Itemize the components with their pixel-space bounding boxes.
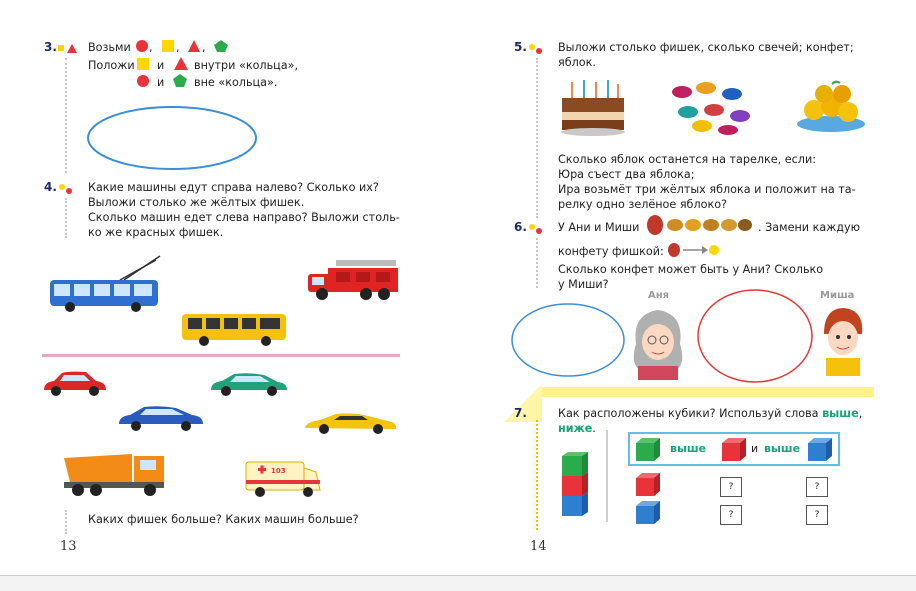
task-5-question: Ира возьмёт три жёлтых яблока и положит на та-	[558, 183, 856, 196]
page-number: 13	[60, 539, 77, 554]
task-5-line2: яблок.	[558, 56, 596, 69]
box-word-higher-1: выше	[670, 442, 707, 455]
anya-image	[628, 304, 688, 380]
task-marker-icon	[58, 43, 78, 55]
yellow-bus-image	[180, 312, 290, 348]
task-6-line2: конфету фишкой:	[558, 245, 664, 258]
dotted-guide	[65, 198, 67, 238]
task-6-number: 6.	[514, 220, 527, 234]
dump-truck-image	[60, 448, 170, 500]
task-3-line2b: и	[157, 59, 165, 72]
task-marker-dots-icon	[58, 182, 74, 196]
box-and: и	[751, 442, 759, 455]
page-number: 14	[530, 539, 547, 554]
task-3-line3b: вне «кольца».	[194, 76, 278, 89]
right-page	[458, 0, 916, 575]
task-3-number: 3.	[44, 40, 57, 54]
bottom-bar	[0, 575, 916, 591]
task-5-question: релку одно зелёное яблоко?	[558, 198, 727, 211]
task-3-line1: Возьми	[88, 41, 131, 54]
task-4-line: Какие машины едут справа налево? Сколько их?	[88, 181, 379, 194]
svg-text:,: ,	[149, 41, 153, 54]
ambulance-label: 103	[271, 467, 286, 475]
bottom-question: Каких фишек больше? Каких машин больше?	[88, 513, 359, 526]
task-5-line1: Выложи столько фишек, сколько свечей; конфет;	[558, 41, 854, 54]
task-4-number: 4.	[44, 180, 57, 194]
dotted-guide	[65, 510, 67, 534]
yellow-sports-car-image	[302, 408, 400, 436]
red-car-image	[40, 368, 110, 398]
name-anya: Аня	[648, 290, 670, 301]
blue-cube-icon	[806, 437, 834, 463]
green-pentagon-icon	[172, 73, 188, 88]
task-3-line2c: внутри «кольца»,	[194, 59, 299, 72]
word-lower: ниже	[558, 422, 593, 435]
task-marker-dots-icon	[528, 42, 544, 56]
task-6-line3: Сколько конфет может быть у Ани? Сколько	[558, 263, 824, 276]
task-7-line1	[558, 406, 862, 421]
task-marker-dots-icon	[528, 222, 544, 236]
word-higher: выше	[822, 407, 859, 420]
dotted-guide	[536, 238, 538, 288]
yellow-square-icon	[136, 57, 150, 71]
apples-on-plate-image	[796, 80, 866, 134]
dotted-guide-yellow	[536, 420, 538, 530]
answer-box[interactable]: ?	[720, 505, 742, 525]
red-ring-oval	[696, 288, 814, 384]
period: .	[592, 422, 596, 435]
fire-truck-image	[306, 258, 402, 304]
cube-tower-image	[560, 450, 590, 518]
svg-text:,: ,	[202, 41, 206, 54]
task-7-line2	[558, 421, 596, 436]
answer-box[interactable]: ?	[806, 477, 828, 497]
task-4-line: Сколько машин едет слева направо? Выложи столь-	[88, 211, 400, 224]
dotted-guide	[536, 58, 538, 218]
task-6-line1a: У Ани и Миши	[558, 221, 640, 234]
red-cube-icon	[720, 437, 748, 463]
task-5-number: 5.	[514, 40, 527, 54]
task-7-header-band	[542, 387, 874, 397]
name-misha: Миша	[820, 290, 855, 301]
answer-box[interactable]: ?	[720, 477, 742, 497]
candies-image	[666, 76, 756, 136]
divider-line	[42, 354, 400, 357]
candies-row-icon	[645, 212, 755, 238]
misha-image	[818, 304, 868, 378]
left-page	[0, 0, 458, 575]
task-5-question: Сколько яблок останется на тарелке, если:	[558, 153, 816, 166]
task-3-line3a: и	[157, 76, 165, 89]
comma: ,	[858, 407, 863, 420]
blue-ring-oval	[510, 302, 626, 378]
ambulance-image	[242, 458, 324, 500]
vertical-separator	[606, 430, 608, 522]
trolleybus-image	[48, 254, 164, 314]
ring-oval	[86, 105, 258, 171]
candy-to-chip-icon	[666, 240, 720, 260]
task-4-line: Выложи столько же жёлтых фишек.	[88, 196, 305, 209]
task-5-question: Юра съест два яблока;	[558, 168, 695, 181]
task-7-line1-text: Как расположены кубики? Используй слова	[558, 407, 819, 420]
answer-box[interactable]: ?	[806, 505, 828, 525]
task-6-line1b: . Замени каждую	[758, 221, 861, 234]
blue-car-image	[116, 402, 206, 432]
red-cube-icon	[634, 472, 662, 498]
green-cube-icon	[634, 437, 662, 463]
red-triangle-icon	[173, 56, 189, 71]
blue-cube-icon	[634, 500, 662, 526]
cake-image	[558, 78, 628, 138]
task-4-line: ко же красных фишек.	[88, 226, 224, 239]
svg-text:,: ,	[176, 41, 180, 54]
chip-shapes-icon	[134, 38, 234, 54]
green-car-image	[208, 370, 290, 396]
red-circle-icon	[136, 74, 150, 88]
task-7-number: 7.	[514, 406, 527, 420]
dotted-guide	[65, 58, 67, 173]
task-3-line2a: Положи	[88, 59, 135, 72]
task-6-line4: у Миши?	[558, 278, 609, 291]
box-word-higher-2: выше	[764, 442, 801, 455]
